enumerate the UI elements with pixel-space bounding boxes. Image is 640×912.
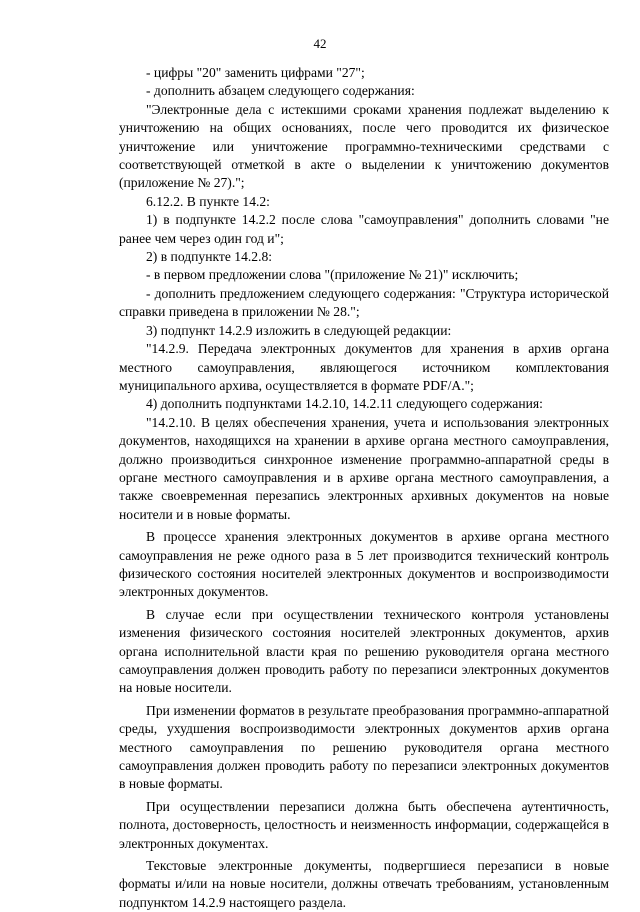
document-body bbox=[119, 64, 609, 912]
paragraph: 1) в подпункте 14.2.2 после слова "самоуправления" дополнить словами "не ранее чем через один год и"; bbox=[119, 212, 609, 246]
paragraph: В процессе хранения электронных документов в архиве органа местного самоуправления не реже одного раза в 5 лет производится технический контроль физического состояния носителей электронных документов и воспроизводимости электронных документов. bbox=[119, 529, 609, 600]
paragraph: "14.2.9. Передача электронных документов для хранения в архив органа местного самоуправления, являющегося источником комплектования муниципального архива, осуществляется в формате PDF/A."; bbox=[119, 341, 609, 393]
paragraph: 6.12.2. В пункте 14.2: bbox=[146, 193, 270, 209]
paragraph: "14.2.10. В целях обеспечения хранения, учета и использования электронных документов, находящихся на хранении в архиве органа местного самоуправления, должно производиться синхронное изменение программно-аппаратной среды в органе местного самоуправления и в архиве органа местного самоуправления, а также своевременная перезапись электронных архивных документов на новые носители и в новые форматы. bbox=[119, 414, 609, 522]
paragraph: "Электронные дела с истекшими сроками хранения подлежат выделению к уничтожению на общих основаниях, после чего проводится их физическое уничтожение или уничтожение программно-техническими средствами с соответствующей отметкой в акте о выделении к уничтожению документов (приложение № 27)."; bbox=[119, 101, 609, 191]
paragraph: Текстовые электронные документы, подвергшиеся перезаписи в новые форматы и/или на новые носители, должны отвечать требованиям, установленным подпунктом 14.2.9 настоящего раздела. bbox=[119, 858, 609, 910]
paragraph: При осуществлении перезаписи должна быть обеспечена аутентичность, полнота, достоверность, целостность и неизменность информации, содержащейся в электронных документах. bbox=[119, 798, 609, 851]
paragraph: 2) в подпункте 14.2.8: bbox=[146, 249, 273, 265]
paragraph: 4) дополнить подпунктами 14.2.10, 14.2.11 следующего содержания: bbox=[146, 396, 543, 412]
paragraph: В случае если при осуществлении технического контроля установлены изменения физического состояния носителей электронных документов, архив органа исполнительной власти края по решению руководителя органа местного самоуправления должен проводить работу по перезаписи электронных документов на новые носители. bbox=[119, 606, 609, 696]
paragraph: - дополнить абзацем следующего содержания: bbox=[146, 83, 415, 99]
paragraph: 3) подпункт 14.2.9 изложить в следующей редакции: bbox=[146, 322, 452, 338]
paragraph: - цифры "20" заменить цифрами "27"; bbox=[146, 65, 365, 80]
paragraph: - дополнить предложением следующего содержания: "Структура исторической справки приведена в приложении № 28."; bbox=[119, 285, 609, 320]
paragraph: - в первом предложении слова "(приложение № 21)" исключить; bbox=[146, 267, 519, 283]
paragraph: При изменении форматов в результате преобразования программно-аппаратной среды, ухудшения воспроизводимости электронных документов архив органа местного самоуправления по решению руководителя органа местного самоуправления должен проводить работу по перезаписи электронных документов в новые форматы. bbox=[119, 702, 609, 792]
page-number: 42 bbox=[313, 36, 327, 51]
